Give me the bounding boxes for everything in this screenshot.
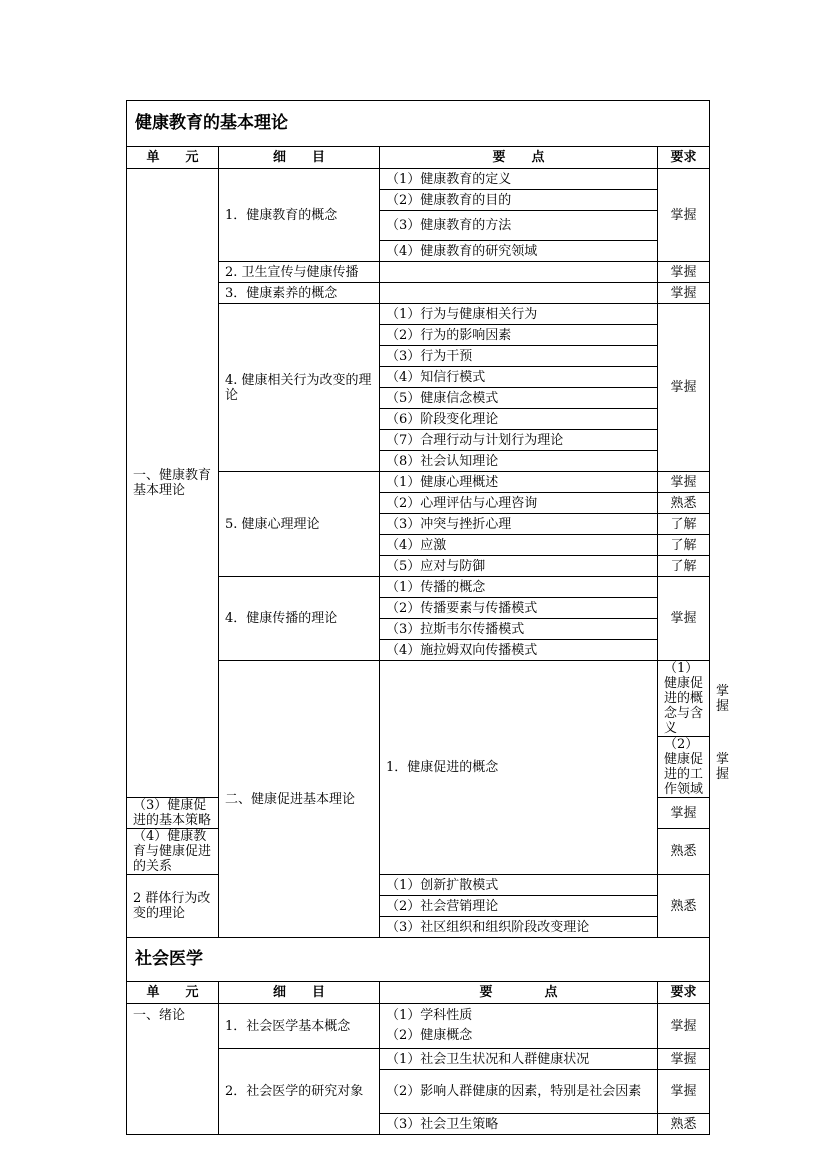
requirement-cell: 熟悉 (658, 1114, 710, 1135)
point-line: （2）健康概念 (386, 1028, 473, 1043)
requirement-cell: 掌握 (658, 1049, 710, 1070)
point-cell: （2）行为的影响因素 (380, 325, 658, 346)
col-header-unit: 单 元 (127, 147, 219, 169)
point-cell: （1）健康心理概述 (380, 472, 658, 493)
point-cell: （4）施拉姆双向传播模式 (380, 640, 658, 661)
col-header-item: 细 目 (219, 982, 380, 1004)
requirement-cell: 了解 (658, 556, 710, 577)
requirement-cell: 掌握 (658, 1004, 710, 1049)
point-cell: （2）健康促进的工作领域 (658, 737, 710, 798)
requirement-cell: 掌握 (658, 798, 710, 829)
point-cell: （2）心理评估与心理咨询 (380, 493, 658, 514)
requirement-cell: 掌握 (658, 472, 710, 493)
requirement-cell: 掌握 (658, 262, 710, 283)
point-cell: （2）传播要素与传播模式 (380, 598, 658, 619)
point-cell: （5）应对与防御 (380, 556, 658, 577)
sub-item-cell: 2．社会医学的研究对象 (219, 1049, 380, 1135)
point-cell: （5）健康信念模式 (380, 388, 658, 409)
point-cell: （7）合理行动与计划行为理论 (380, 430, 658, 451)
syllabus-table: 健康教育的基本理论 单 元 细 目 要 点 要求 一、健康教育基本理论 1．健康教育的概念 （1）健康教育的定义 掌握 （2）健康教育的目的 （3）健康教育的方法 （4）健康教育的研究领域 2. 卫生宣传与健康传播 掌握 3．健康素养的概念 掌握 4. 健康相关行为改变的理论 （1）行为与健康相关行为 掌握 （2）行为的影响因素 （3）行为干预 （4）知信行模式 （5）健康信念模式 （6）阶段变化理论 （7）合理行动与计划行为理论 （8）社会认知理论 5. 健康心理理论 （1）健康心理概述 掌握 （2）心理评估与心理咨询 熟悉 （3）冲突与挫折心理 了解 （4）应激 了解 （5）应对与防御 了解 4．健康传播的理论 （1）传播的概念 掌握 （2）传播要素与传播模式 （3）拉斯韦尔传播模式 （4）施拉姆双向传播模式 二、健康促进基本理论 1．健康促进的概念 （1）健康促进的概念与含义 掌握 （2）健康促进的工作领域 掌握 （3）健康促进的基本策略 掌握 （4）健康教育与健康促进的关系 熟悉 2 群体行为改变的理论 （1）创新扩散模式 熟悉 （2）社会营销理论 （3）社区组织和组织阶段改变理论 社会医学 单 元 细 目 要 点 要求 一、绪论 1．社会医学基本概念 （1）学科性质 （2）健康概念 掌握 2．社会医学的研究对象 （1）社会卫生状况和人群健康状况 掌握 （2）影响人群健康的因素，特别是社会因素 掌握 （3）社会卫生策略 熟悉 (126, 100, 710, 1135)
requirement-cell: 掌握 (658, 577, 710, 661)
unit-cell: 二、健康促进基本理论 (219, 661, 380, 938)
requirement-cell: 了解 (658, 514, 710, 535)
point-line: （1）学科性质 (386, 1008, 473, 1023)
point-cell: （3）社会卫生策略 (380, 1114, 658, 1135)
unit-cell: 一、健康教育基本理论 (127, 169, 219, 798)
col-header-unit: 单 元 (127, 982, 219, 1004)
point-cell: （4）知信行模式 (380, 367, 658, 388)
point-cell: （8）社会认知理论 (380, 451, 658, 472)
requirement-cell: 掌握 (658, 169, 710, 262)
col-header-item: 细 目 (219, 147, 380, 169)
sub-item-cell: 4. 健康相关行为改变的理论 (219, 304, 380, 472)
sub-item-cell: 5. 健康心理理论 (219, 472, 380, 577)
syllabus-document (126, 100, 730, 1135)
point-cell: （3）健康促进的基本策略 (127, 798, 219, 829)
requirement-cell: 熟悉 (658, 829, 710, 875)
point-cell: （2）健康教育的目的 (380, 190, 658, 211)
point-cell: （1）健康教育的定义 (380, 169, 658, 190)
point-cell: （1）社会卫生状况和人群健康状况 (380, 1049, 658, 1070)
col-header-req: 要求 (658, 147, 710, 169)
requirement-cell: 掌握 (658, 1070, 710, 1114)
col-header-point: 要 点 (380, 982, 658, 1004)
point-cell: （3）社区组织和组织阶段改变理论 (380, 917, 658, 938)
requirement-cell: 熟悉 (658, 875, 710, 938)
point-cell: （1）健康促进的概念与含义 (658, 661, 710, 737)
point-cell: （4）健康教育与健康促进的关系 (127, 829, 219, 875)
requirement-cell: 掌握 (658, 283, 710, 304)
point-cell (380, 283, 658, 304)
col-header-req: 要求 (658, 982, 710, 1004)
point-cell: （1）创新扩散模式 (380, 875, 658, 896)
point-cell: （1）传播的概念 (380, 577, 658, 598)
section-title: 社会医学 (127, 938, 710, 982)
point-cell: （2）影响人群健康的因素，特别是社会因素 (380, 1070, 658, 1114)
requirement-cell: 熟悉 (658, 493, 710, 514)
requirement-cell: 了解 (658, 535, 710, 556)
point-cell: （2）社会营销理论 (380, 896, 658, 917)
requirement-cell: 掌握 (658, 304, 710, 472)
point-cell: （1）行为与健康相关行为 (380, 304, 658, 325)
col-header-point: 要 点 (380, 147, 658, 169)
sub-item-cell: 2 群体行为改变的理论 (127, 875, 219, 938)
point-cell: （3）健康教育的方法 (380, 211, 658, 241)
point-cell (380, 1004, 658, 1049)
point-cell: （6）阶段变化理论 (380, 409, 658, 430)
sub-item-cell: 4．健康传播的理论 (219, 577, 380, 661)
point-cell: （3）行为干预 (380, 346, 658, 367)
sub-item-cell: 1．社会医学基本概念 (219, 1004, 380, 1049)
unit-cell: 一、绪论 (127, 1004, 219, 1135)
point-cell (380, 262, 658, 283)
point-cell: （4）健康教育的研究领域 (380, 241, 658, 262)
point-cell: （3）冲突与挫折心理 (380, 514, 658, 535)
sub-item-cell: 1．健康促进的概念 (380, 661, 658, 875)
point-cell: （3）拉斯韦尔传播模式 (380, 619, 658, 640)
sub-item-cell: 2. 卫生宣传与健康传播 (219, 262, 380, 283)
sub-item-cell: 1．健康教育的概念 (219, 169, 380, 262)
point-cell: （4）应激 (380, 535, 658, 556)
sub-item-cell: 3．健康素养的概念 (219, 283, 380, 304)
section-title: 健康教育的基本理论 (127, 101, 710, 147)
